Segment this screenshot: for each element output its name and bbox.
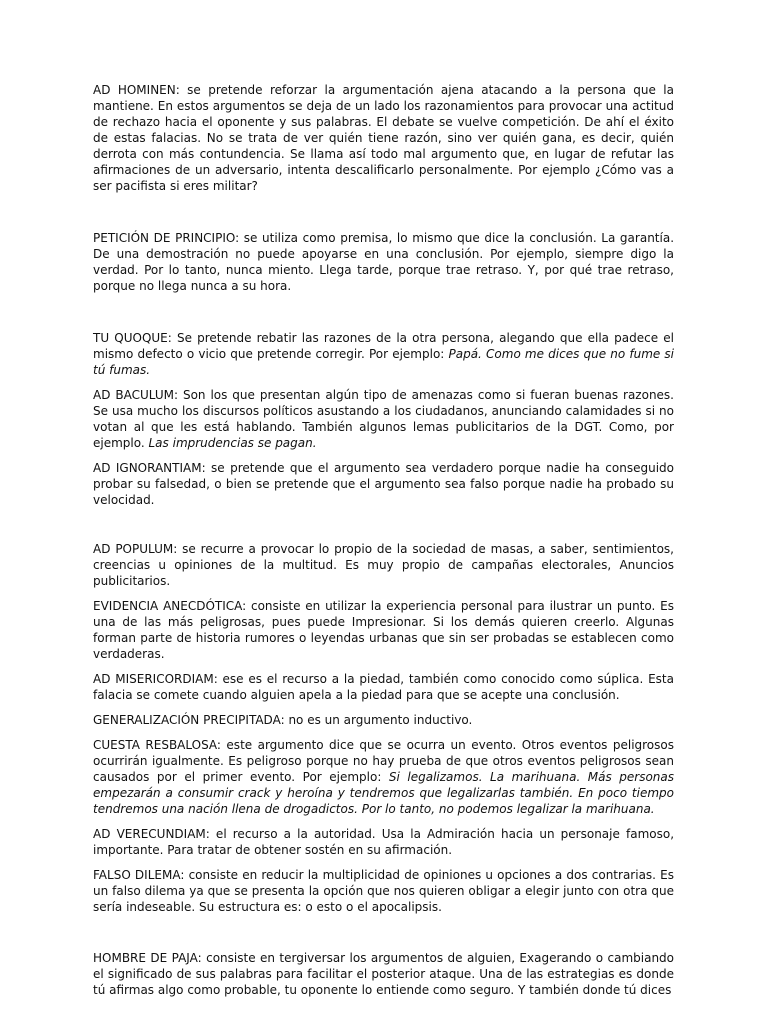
term-evidencia-anecdotica: EVIDENCIA ANECDÓTICA: bbox=[93, 599, 247, 613]
term-ad-misericordiam: AD MISERICORDIAM: bbox=[93, 672, 218, 686]
definition-tu-quoque: Se pretende rebatir las razones de la otra persona, alegando que ella padece el mismo defecto o vicio que pretende corregir. Por ejemplo: bbox=[93, 331, 674, 361]
definition-cuesta-resbalosa: este argumento dice que se ocurra un evento. Otros eventos peligrosos ocurrirán igualmente. Es peligroso porque no hay prueba de que otros eventos peligrosos sean causados por el primer evento. Por ejemplo: bbox=[93, 738, 674, 784]
paragraph-cuesta-resbalosa bbox=[93, 737, 674, 817]
document-body bbox=[93, 82, 674, 1007]
definition-ad-baculum: Son los que presentan algún tipo de amenazas como si fueran buenas razones. Se usa mucho los discursos políticos asustando a los ciudadanos, anunciando calamidades si no votan al que les está hablando. También algunos lemas publicitarios de la DGT. Como, por ejemplo. bbox=[93, 388, 674, 450]
example-cuesta-resbalosa: Si legalizamos. La marihuana. Más personas empezarán a consumir crack y heroína y tendremos que legalizarlas también. En poco tiempo tendremos una nación llena de drogadictos. Por lo tanto, no podemos legalizar la marihuana. bbox=[93, 770, 675, 816]
definition-evidencia-anecdotica: consiste en utilizar la experiencia personal para ilustrar un punto. Es una de las más peligrosas, pues puede Impresionar. Si los demás quieren creerlo. Algunas forman parte de historia rumores o leyendas urbanas que sin ser probadas se establecen como verdaderas. bbox=[93, 599, 674, 661]
definition-ad-ignorantiam: se pretende que el argumento sea verdadero porque nadie ha conseguido probar su falsedad, o bien se pretende que el argumento sea falso porque nadie ha probado su velocidad. bbox=[93, 461, 674, 507]
definition-ad-hominen: se pretende reforzar la argumentación ajena atacando a la persona que la mantiene. En estos argumentos se deja de un lado los razonamientos para provocar una actitud de rechazo hacia el oponente y sus palabras. El debate se vuelve competición. De ahí el éxito de estas falacias. No se trata de ver quién tiene razón, sino ver quién gana, es decir, quién derrota con más contundencia. Se llama así todo mal argumento que, en lugar de refutar las afirmaciones de un adversario, intenta descalificarlo personalmente. Por ejemplo ¿Cómo vas a ser pacifista si eres militar? bbox=[93, 83, 674, 193]
paragraph-ad-populum bbox=[93, 541, 674, 589]
definition-generalizacion-precipitada: no es un argumento inductivo. bbox=[284, 713, 473, 727]
term-cuesta-resbalosa: CUESTA RESBALOSA: bbox=[93, 738, 221, 752]
paragraph-falso-dilema bbox=[93, 867, 674, 915]
definition-peticion-de-principio: se utiliza como premisa, lo mismo que dice la conclusión. La garantía. De una demostración no puede apoyarse en una conclusión. Por ejemplo, siempre digo la verdad. Por lo tanto, nunca miento. Llega tarde, porque trae retraso. Y, por qué trae retraso, porque no llega nunca a su hora. bbox=[93, 231, 675, 293]
paragraph-generalizacion-precipitada bbox=[93, 712, 674, 728]
example-tu-quoque: Papá. Como me dices que no fume si tú fumas. bbox=[93, 347, 675, 377]
term-ad-baculum: AD BACULUM: bbox=[93, 388, 179, 402]
paragraph-ad-baculum bbox=[93, 387, 674, 451]
term-tu-quoque: TU QUOQUE: bbox=[93, 331, 172, 345]
definition-falso-dilema: consiste en reducir la multiplicidad de opiniones u opciones a dos contrarias. Es un falso dilema ya que se presenta la opción que nos quieren obligar a elegir junto con otra que sería indeseable. Su estructura es: o esto o el apocalipsis. bbox=[93, 868, 674, 914]
term-ad-ignorantiam: AD IGNORANTIAM: bbox=[93, 461, 206, 475]
definition-ad-verecundiam: el recurso a la autoridad. Usa la Admiración hacia un personaje famoso, importante. Para tratar de obtener sostén en su afirmación. bbox=[93, 827, 675, 857]
paragraph-hombre-de-paja bbox=[93, 950, 674, 998]
paragraph-ad-misericordiam bbox=[93, 671, 674, 703]
term-ad-hominen: AD HOMINEN: bbox=[93, 83, 180, 97]
paragraph-peticion-de-principio bbox=[93, 230, 674, 294]
definition-ad-misericordiam: ese es el recurso a la piedad, también como conocido como súplica. Esta falacia se comete cuando alguien apela a la piedad para que se acepte una conclusión. bbox=[93, 672, 674, 702]
paragraph-ad-verecundiam bbox=[93, 826, 674, 858]
term-generalizacion-precipitada: GENERALIZACIÓN PRECIPITADA: bbox=[93, 713, 285, 727]
paragraph-ad-hominen bbox=[93, 82, 674, 194]
term-ad-populum: AD POPULUM: bbox=[93, 542, 178, 556]
definition-hombre-de-paja: consiste en tergiversar los argumentos de alguien, Exagerando o cambiando el significado de sus palabras para facilitar el posterior ataque. Una de las estrategias es donde tú afirmas algo como probable, tu oponente lo entiende como seguro. Y también donde tú dices bbox=[93, 951, 675, 997]
term-hombre-de-paja: HOMBRE DE PAJA: bbox=[93, 951, 202, 965]
definition-ad-populum: se recurre a provocar lo propio de la sociedad de masas, a saber, sentimientos, creencias u opiniones de la multitud. Es muy propio de campañas electorales, Anuncios publicitarios. bbox=[93, 542, 674, 588]
term-falso-dilema: FALSO DILEMA: bbox=[93, 868, 185, 882]
example-ad-baculum: Las imprudencias se pagan. bbox=[148, 436, 317, 450]
paragraph-evidencia-anecdotica bbox=[93, 598, 674, 662]
paragraph-ad-ignorantiam bbox=[93, 460, 674, 508]
term-peticion-de-principio: PETICIÓN DE PRINCIPIO: bbox=[93, 231, 240, 245]
paragraph-tu-quoque bbox=[93, 330, 674, 378]
term-ad-verecundiam: AD VERECUNDIAM: bbox=[93, 827, 210, 841]
